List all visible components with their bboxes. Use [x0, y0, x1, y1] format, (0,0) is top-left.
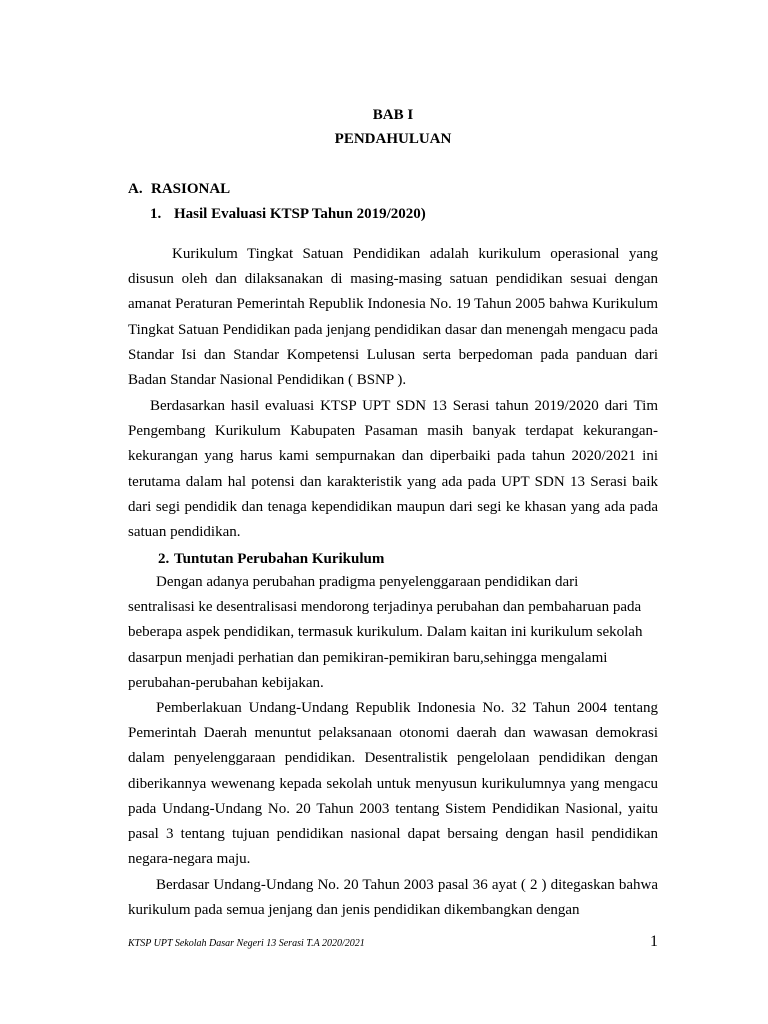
subsection-number: 1.: [150, 206, 162, 222]
subsection-heading-2: [158, 550, 384, 568]
subsection-title: Tuntutan Perubahan Kurikulum: [174, 551, 385, 567]
chapter-title: PENDAHULUAN: [334, 131, 452, 147]
paragraph-regional-autonomy: Pemberlakuan Undang-Undang Republik Indonesia No. 32 Tahun 2004 tentang Pemerintah Daerah menuntut pelaksanaan otonomi daerah dan wawasan demokrasi dalam penyelenggaraan pendidikan. Desentralistik pengelolaan pendidikan dengan diberikannya wewenang kepada sekolah untuk menyusun kurikulumnya yang mengacu pada Undang-Undang No. 20 Tahun 2003 tentang Sistem Pendidikan Nasional, yaitu pasal 3 tentang tujuan pendidikan nasional dapat bersaing dengan hasil pendidikan negara-negara maju.: [128, 700, 658, 868]
section-letter: A.: [128, 181, 143, 197]
paragraph-paradigm-change: Dengan adanya perubahan pradigma penyelenggaraan pendidikan dari sentralisasi ke desentralisasi mendorong terjadinya perubahan dan pembaharuan pada beberapa aspek pendidikan, termasuk kurikulum. Dalam kaitan ini kurikulum sekolah dasarpun menjadi perhatian dan pemikiran-pemikiran baru,sehingga mengalami perubahan-perubahan kebijakan.: [128, 574, 643, 691]
subsection-heading-1: [150, 205, 426, 223]
subsection-title: Hasil Evaluasi KTSP Tahun 2019/2020): [174, 206, 426, 222]
subsection-number: 2.: [158, 551, 170, 567]
chapter-label: BAB I: [372, 107, 414, 123]
page-number: 1: [650, 933, 658, 950]
paragraph-evaluation-result: Berdasarkan hasil evaluasi KTSP UPT SDN 13 Serasi tahun 2019/2020 dari Tim Pengembang Kurikulum Kabupaten Pasaman masih banyak terdapat kekurangan-kekurangan yang harus kami sempurnakan dan diperbaiki pada tahun 2020/2021 ini terutama dalam hal potensi dan karakteristik yang ada pada UPT SDN 13 Serasi baik dari segi pendidik dan tenaga kependidikan maupun dari segi ke khasan yang ada pada satuan pendidikan.: [128, 398, 658, 541]
paragraph-ktsp-definition: Kurikulum Tingkat Satuan Pendidikan adalah kurikulum operasional yang disusun oleh dan dilaksanakan di masing-masing satuan pendidikan sesuai dengan amanat Peraturan Pemerintah Republik Indonesia No. 19 Tahun 2005 bahwa Kurikulum Tingkat Satuan Pendidikan pada jenjang pendidikan dasar dan menengah mengacu pada Standar Isi dan Standar Kompetensi Lulusan serta berpedoman pada panduan dari Badan Standar Nasional Pendidikan ( BSNP ).: [128, 246, 658, 389]
section-title: RASIONAL: [151, 181, 231, 197]
footer-text: KTSP UPT Sekolah Dasar Negeri 13 Serasi T.A 2020/2021: [128, 938, 365, 949]
section-heading-a: [128, 180, 230, 198]
paragraph-curriculum-law: Berdasar Undang-Undang No. 20 Tahun 2003 pasal 36 ayat ( 2 ) ditegaskan bahwa kurikulum pada semua jenjang dan jenis pendidikan dikembangkan dengan: [128, 877, 658, 919]
